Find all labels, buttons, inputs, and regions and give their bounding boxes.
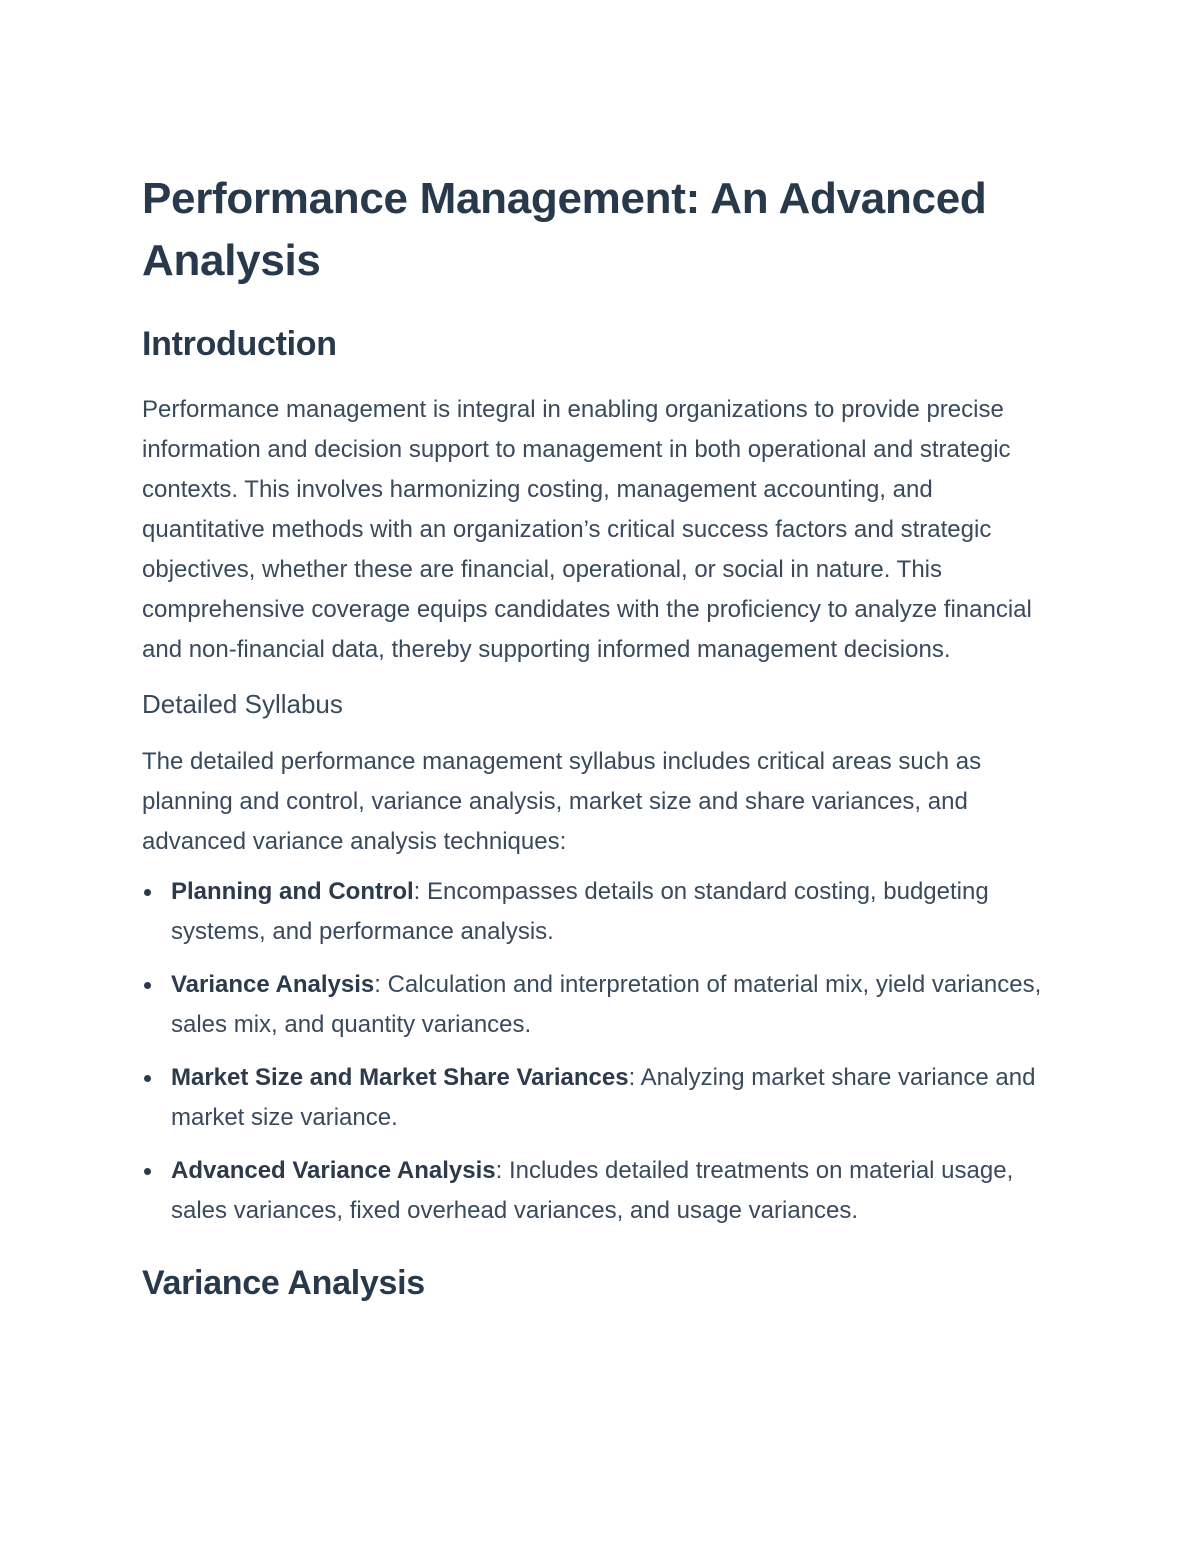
list-item-term: Advanced Variance Analysis [171, 1157, 496, 1184]
document-title: Performance Management: An Advanced Analysis [142, 174, 987, 285]
introduction-heading: Introduction [142, 325, 337, 363]
list-item-text: : Calculation and interpretation of material mix, yield variances, sales mix, and quantity variances. [171, 971, 1042, 1038]
syllabus-paragraph: The detailed performance management syllabus includes critical areas such as planning and control, variance analysis, market size and share variances, and advanced variance analysis techniques: [142, 748, 982, 855]
list-item [142, 872, 1057, 952]
bullet-icon [144, 982, 151, 989]
list-item-text: : Includes detailed treatments on material usage, sales variances, fixed overhead variances, and usage variances. [171, 1157, 1014, 1224]
bullet-icon [144, 1075, 151, 1082]
document-page [142, 168, 1057, 1305]
list-item-term: Variance Analysis [171, 971, 375, 998]
list-item-text: : Analyzing market share variance and market size variance. [171, 1064, 1036, 1131]
list-item-term: Planning and Control [171, 878, 414, 905]
introduction-paragraph: Performance management is integral in enabling organizations to provide precise information and decision support to management in both operational and strategic contexts. This involves harmonizing costing, management accounting, and quantitative methods with an organization’s critical success factors and strategic objectives, whether these are financial, operational, or social in nature. This comprehensive coverage equips candidates with the proficiency to analyze financial and non-financial data, thereby supporting informed management decisions. [142, 396, 1032, 663]
list-item [142, 1151, 1057, 1231]
bullet-icon [144, 1168, 151, 1175]
bullet-icon [144, 889, 151, 896]
syllabus-heading: Detailed Syllabus [142, 689, 343, 719]
list-item-term: Market Size and Market Share Variances [171, 1064, 629, 1091]
list-item [142, 965, 1057, 1045]
list-item-text: : Encompasses details on standard costing, budgeting systems, and performance analysis. [171, 878, 989, 945]
variance-analysis-heading: Variance Analysis [142, 1264, 425, 1302]
list-item [142, 1058, 1057, 1138]
syllabus-list [142, 872, 1057, 1231]
